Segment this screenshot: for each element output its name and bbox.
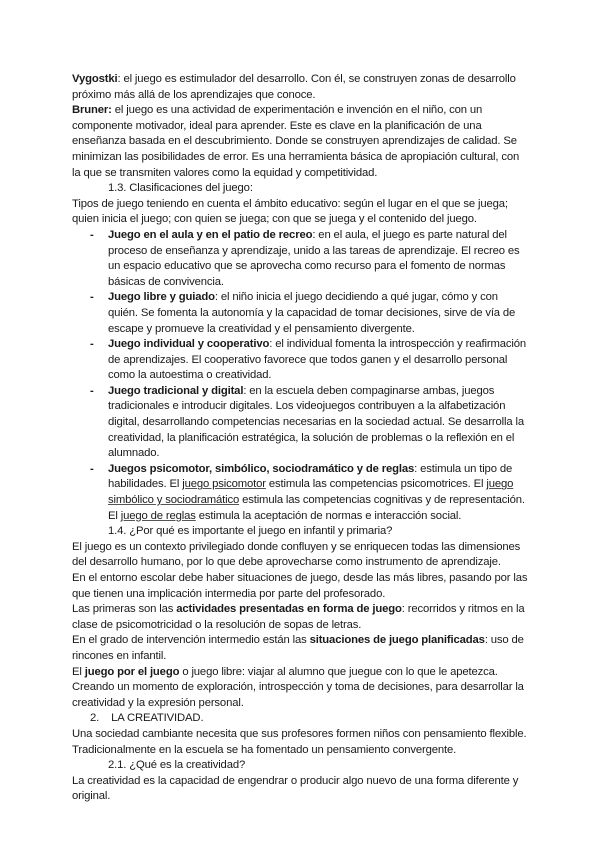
text-individual-cooperativo: : el individual fomenta la introspección y reafirmación de aprendizajes. El cooperativo favorece que todos ganen y el desarrollo personal como la autoestima o creatividad.: [108, 338, 526, 382]
term-bruner: Bruner:: [72, 104, 112, 117]
text-vygostki: : el juego es estimulador del desarrollo. Con él, se construyen zonas de desarrollo próximo más allá de los aprendizajes que conoce.: [72, 73, 516, 101]
bullet-dash: -: [90, 291, 94, 304]
text-fragment: El: [72, 665, 85, 678]
underlined-juego-simbolico: juego simbólico y sociodramático: [108, 478, 514, 507]
text-fragment: : recorridos y ritmos en la clase de psicomotricidad o la resolución de sopas de letras.: [72, 603, 525, 631]
heading-2-1: 2.1. ¿Qué es la creatividad?: [108, 759, 246, 772]
bullet-dash: -: [90, 462, 94, 475]
list-item: [72, 384, 530, 462]
paragraph-primeras: [72, 602, 530, 633]
list-item: [72, 337, 530, 384]
section-number: 2.: [90, 712, 100, 725]
term-tradicional-digital: Juego tradicional y digital: [108, 384, 244, 397]
underlined-juego-psicomotor: juego psicomotor: [182, 478, 266, 491]
bullet-dash: -: [90, 228, 94, 241]
term-aula-recreo: Juego en el aula y en el patio de recreo: [108, 228, 313, 241]
text-libre-guiado: : el niño inicia el juego decidiendo a qué jugar, cómo y con quién. Se fomenta la autonomía y la capacidad de tomar decisiones, sirve de vía de escape y promueve la creatividad y el pensamiento divergente.: [108, 291, 516, 335]
text-fragment: En el grado de intervención intermedio están las: [72, 634, 310, 647]
text-aula-recreo: : en el aula, el juego es parte natural del proceso de enseñanza y aprendizaje, unido a las tareas de aprendizaje. El recreo es un espacio educativo que se aprovecha como recurso para el fomento de normas básicas de convivencia.: [108, 228, 520, 288]
text-fragment: estimula las competencias cognitivas y de representación. El: [108, 494, 525, 522]
text-fragment: : uso de rincones en infantil.: [72, 634, 524, 662]
paragraph-entorno: En el entorno escolar debe haber situaciones de juego, desde las más libres, pasando por las que tienen una implicación intermedia por parte del profesorado.: [72, 572, 528, 600]
paragraph-bruner: [72, 103, 530, 181]
text-fragment: Las primeras son las: [72, 603, 177, 616]
heading-1-4: 1.4. ¿Por qué es importante el juego en infantil y primaria?: [108, 525, 393, 538]
paragraph-tipos: Tipos de juego teniendo en cuenta el ámbito educativo: según el lugar en el que se juega; quien inicia el juego; con quien se juega; con que se juega y el contenido del juego.: [72, 197, 508, 226]
paragraph-sociedad: Una sociedad cambiante necesita que sus profesores formen niños con pensamiento flexible. Tradicionalmente en la escuela se ha fomentado un pensamiento convergente.: [72, 727, 527, 756]
term-vygostki: Vygostki: [72, 73, 118, 85]
paragraph-intermedio: [72, 633, 530, 664]
heading-1-3: 1.3. Clasificaciones del juego:: [108, 182, 253, 195]
paragraph-vygostki: [72, 72, 530, 103]
paragraph-contexto: El juego es un contexto privilegiado donde confluyen y se enriquecen todas las dimensiones del desarrollo humano, por lo que debe aprovecharse como instrumento de aprendizaje.: [72, 540, 521, 569]
document-page: [72, 72, 530, 805]
list-item: [72, 228, 530, 290]
text-bruner: el juego es una actividad de experimentación e invención en el niño, con un componente motivador, ideal para aprender. Este es clave en la planificación de una enseñanza basada en el descubrimiento. Donde se construyen aprendizajes de calidad. Se minimizan las posibilidades de error. Es una herramienta básica de apropiación cultural, con la que se transmiten valores como la equidad y competitividad.: [72, 104, 520, 179]
term-psicomotor-simbolico: Juegos psicomotor, simbólico, sociodramático y de reglas: [108, 462, 415, 475]
term-individual-cooperativo: Juego individual y cooperativo: [108, 338, 270, 351]
underlined-juego-reglas: juego de reglas: [120, 509, 196, 522]
term-libre-guiado: Juego libre y guiado: [108, 291, 215, 304]
text-fragment: estimula las competencias psicomotrices. El: [265, 478, 487, 491]
bullet-dash: -: [90, 384, 94, 397]
text-fragment: o juego libre: viajar al alumno que juegue con lo que le apetezca. Creando un momento de exploración, introspección y toma de decisiones, para desarrollar la creatividad y la expresión personal.: [72, 665, 524, 709]
term-actividades: actividades presentadas en forma de juego: [176, 603, 402, 616]
list-item: [72, 462, 530, 524]
section-title: LA CREATIVIDAD.: [111, 712, 204, 725]
text-tradicional-digital: : en la escuela deben compaginarse ambas, juegos tradicionales e introducir digitales. Los videojuegos contribuyen a la alfabetización digital, desarrollando competencias necesarias en la sociedad actual. Se desarrolla la creatividad, la planificación estratégica, la solución de problemas o la reflexión en el alumnado.: [108, 384, 525, 460]
paragraph-creatividad-def: La creatividad es la capacidad de engendrar o producir algo nuevo de una forma diferente y original.: [72, 774, 519, 803]
list-item: [72, 290, 530, 337]
bullet-dash: -: [90, 338, 94, 351]
text-fragment: estimula la aceptación de normas e interacción social.: [195, 509, 462, 522]
text-fragment: : estimula un tipo de habilidades. El: [108, 462, 513, 491]
term-juego-por-el-juego: juego por el juego: [84, 665, 180, 678]
heading-2: [72, 711, 530, 727]
paragraph-juego-libre: [72, 665, 530, 712]
term-situaciones: situaciones de juego planificadas: [309, 634, 485, 647]
